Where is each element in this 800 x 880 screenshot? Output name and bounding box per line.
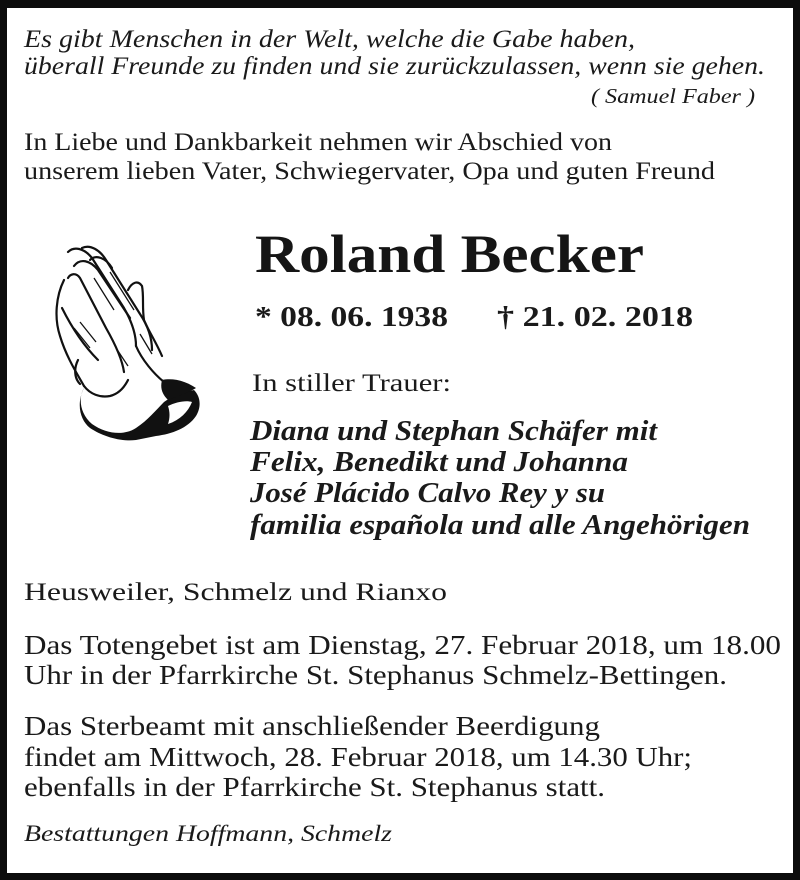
mourners-heading: In stiller Trauer: [252,369,451,397]
funeral-line-1: Das Sterbeamt mit anschließender Beerdigung [24,710,600,741]
undertaker-name: Bestattungen Hoffmann, Schmelz [24,820,392,846]
places-line: Heusweiler, Schmelz und Rianxo [24,578,447,606]
mourner-line-3: José Plácido Calvo Rey y su [250,478,605,510]
quote-line-1: Es gibt Menschen in der Welt, welche die Gabe haben, [24,25,635,53]
funeral-line-2: findet am Mittwoch, 28. Februar 2018, um 14.30 Uhr; [24,741,692,772]
funeral-line-3: ebenfalls in der Pfarrkirche St. Stephanus statt. [24,771,605,802]
quote-attribution: ( Samuel Faber ) [591,84,755,109]
prayer-line-1: Das Totengebet ist am Dienstag, 27. Februar 2018, um 18.00 [24,629,781,660]
mourner-line-4: familia española und alle Angehörigen [250,510,750,542]
intro-line-1: In Liebe und Dankbarkeit nehmen wir Abschied von [24,128,612,156]
quote-line-2: überall Freunde zu finden und sie zurückzulassen, wenn sie gehen. [24,52,765,80]
prayer-line-2: Uhr in der Pfarrkirche St. Stephanus Schmelz-Bettingen. [24,659,727,690]
intro-line-2: unserem lieben Vater, Schwiegervater, Opa und guten Freund [24,157,715,185]
death-date: † 21. 02. 2018 [497,301,693,334]
deceased-name: Roland Becker [255,223,644,284]
mourner-line-2: Felix, Benedikt und Johanna [250,447,628,479]
praying-hands-icon [44,238,206,443]
birth-date: * 08. 06. 1938 [255,301,448,334]
mourner-line-1: Diana und Stephan Schäfer mit [250,416,657,448]
